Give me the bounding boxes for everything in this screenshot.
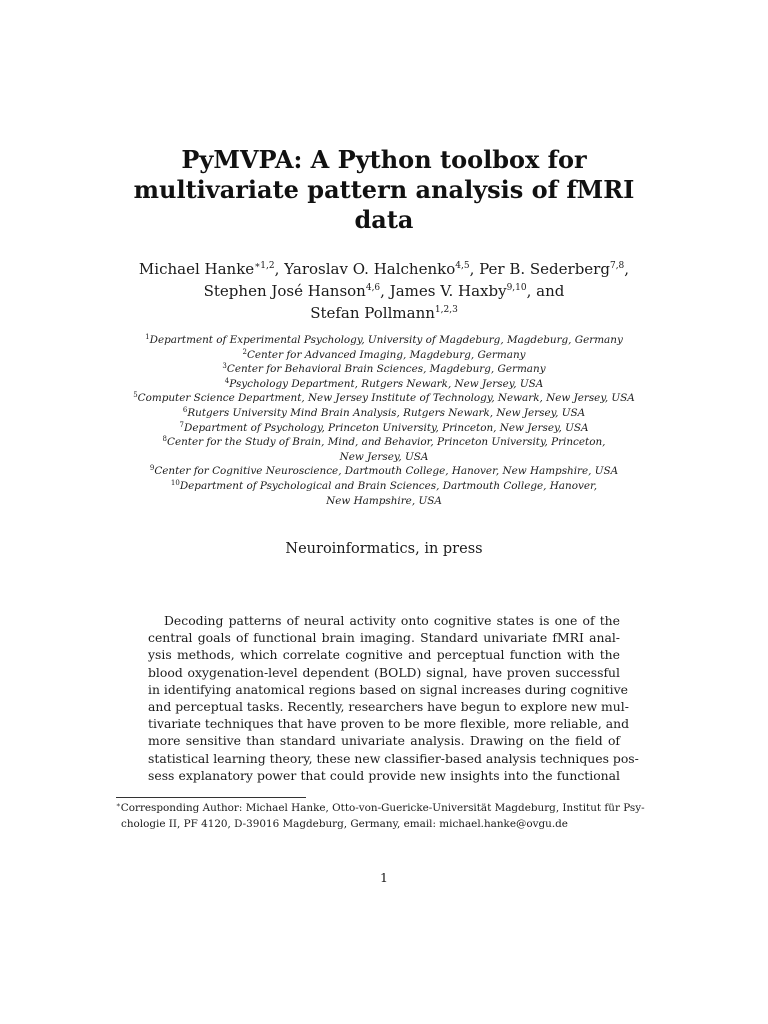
abstract-line: statistical learning theory, these new classifier-based analysis techniques pos- <box>148 750 639 766</box>
footnote-text: Corresponding Author: Michael Hanke, Otto-von-Guericke-Universität Magdeburg, Institut für Psy- <box>120 802 645 814</box>
abstract-line: central goals of functional brain imaging. Standard univariate fMRI anal- <box>148 630 620 646</box>
affiliation-text: Center for Cognitive Neuroscience, Dartmouth College, Hanover, New Hampshire, USA <box>154 465 619 478</box>
affiliation-number: 8 <box>162 435 168 444</box>
footnote-line-2: chologie II, PF 4120, D-39016 Magdeburg, Germany, email: michael.hanke@ovgu.de <box>121 818 568 830</box>
author-affiliation-marks: ∗1,2 <box>254 261 275 271</box>
affiliation-text: Psychology Department, Rutgers Newark, New Jersey, USA <box>229 377 544 390</box>
affiliation-text: Department of Psychology, Princeton University, Princeton, New Jersey, USA <box>184 421 589 434</box>
author-affiliation-marks: 4,6 <box>365 283 381 293</box>
corresponding-author-footnote <box>116 800 652 832</box>
affiliation-item <box>60 362 708 377</box>
affiliation-item <box>60 435 708 450</box>
affiliation-number: 6 <box>182 405 188 414</box>
author-separator: , <box>380 282 390 300</box>
author-list <box>90 258 678 324</box>
affiliation-text: Department of Psychological and Brain Sciences, Dartmouth College, Hanover, <box>179 479 598 492</box>
author-affiliation-marks: 4,5 <box>455 261 470 271</box>
affiliation-number: 3 <box>222 362 227 371</box>
abstract-line: Decoding patterns of neural activity onto cognitive states is one of the <box>164 613 620 628</box>
affiliation-text: Department of Experimental Psychology, University of Magdeburg, Magdeburg, Germany <box>149 334 623 346</box>
author-name: Stefan Pollmann <box>310 304 435 322</box>
author-name: Per B. Sederberg <box>479 260 610 278</box>
author-line-1 <box>90 258 678 280</box>
author-name: Yaroslav O. Halchenko <box>284 260 456 278</box>
affiliation-continuation: New Hampshire, USA <box>326 494 442 507</box>
author-affiliation-marks: 7,8 <box>609 261 625 271</box>
affiliation-number: 10 <box>170 478 180 487</box>
author-name: Michael Hanke <box>138 260 255 278</box>
page-number: 1 <box>380 870 388 885</box>
affiliation-text: Center for Advanced Imaging, Magdeburg, Germany <box>246 348 526 361</box>
author-separator: , <box>469 260 480 278</box>
abstract-line: ysis methods, which correlate cognitive and perceptual function with the <box>148 647 620 663</box>
title-line-3: data <box>354 205 414 234</box>
abstract-line: sess explanatory power that could provide new insights into the functional <box>148 767 620 783</box>
affiliation-item <box>60 391 708 406</box>
author-name: Stephen José Hanson <box>203 282 366 300</box>
affiliation-list <box>60 333 708 508</box>
title-line-2: multivariate pattern analysis of fMRI <box>133 175 635 204</box>
affiliation-text: Rutgers University Mind Brain Analysis, Rutgers Newark, New Jersey, USA <box>187 406 586 419</box>
author-affiliation-marks: 9,10 <box>506 283 527 293</box>
journal-status: Neuroinformatics, in press <box>285 541 483 557</box>
abstract-line: in identifying anatomical regions based on signal increases during cognitive <box>148 681 628 697</box>
affiliation-item <box>60 348 708 363</box>
affiliation-number: 2 <box>242 347 247 356</box>
affiliation-number: 5 <box>133 391 138 400</box>
affiliation-text: Computer Science Department, New Jersey Institute of Technology, Newark, New Jersey, USA <box>137 392 635 405</box>
footnote-divider <box>116 797 306 798</box>
abstract-text <box>148 612 639 784</box>
affiliation-number: 7 <box>179 420 184 429</box>
author-line-2 <box>90 280 678 302</box>
title-line-1: PyMVPA: A Python toolbox for <box>181 145 587 174</box>
footnote-mark: ∗ <box>116 801 121 809</box>
affiliation-number: 4 <box>224 376 230 385</box>
affiliation-item <box>60 333 708 348</box>
author-affiliation-marks: 1,2,3 <box>434 305 458 315</box>
affiliation-number: 9 <box>149 464 155 473</box>
abstract-line: more sensitive than standard univariate analysis. Drawing on the field of <box>148 733 620 749</box>
author-separator: , and <box>526 282 565 300</box>
author-name: James V. Haxby <box>389 282 507 300</box>
paper-title <box>110 145 658 235</box>
affiliation-number: 1 <box>145 333 150 341</box>
affiliation-continuation: New Jersey, USA <box>339 450 429 463</box>
affiliation-item <box>60 464 708 479</box>
affiliation-item <box>60 479 708 494</box>
affiliation-item <box>60 406 708 421</box>
abstract-line: and perceptual tasks. Recently, researchers have begun to explore new mul- <box>148 699 629 715</box>
author-line-3 <box>90 302 678 324</box>
affiliation-item <box>60 377 708 392</box>
author-separator: , <box>274 260 285 278</box>
affiliation-text: Center for the Study of Brain, Mind, and Behavior, Princeton University, Princeton, <box>167 436 606 449</box>
footnote-line-1 <box>116 800 652 816</box>
affiliation-item <box>60 421 708 436</box>
affiliation-text: Center for Behavioral Brain Sciences, Magdeburg, Germany <box>226 363 546 376</box>
author-separator: , <box>624 260 630 278</box>
abstract-line: blood oxygenation-level dependent (BOLD) signal, have proven successful <box>148 664 620 680</box>
abstract-line: tivariate techniques that have proven to be more flexible, more reliable, and <box>148 716 630 732</box>
